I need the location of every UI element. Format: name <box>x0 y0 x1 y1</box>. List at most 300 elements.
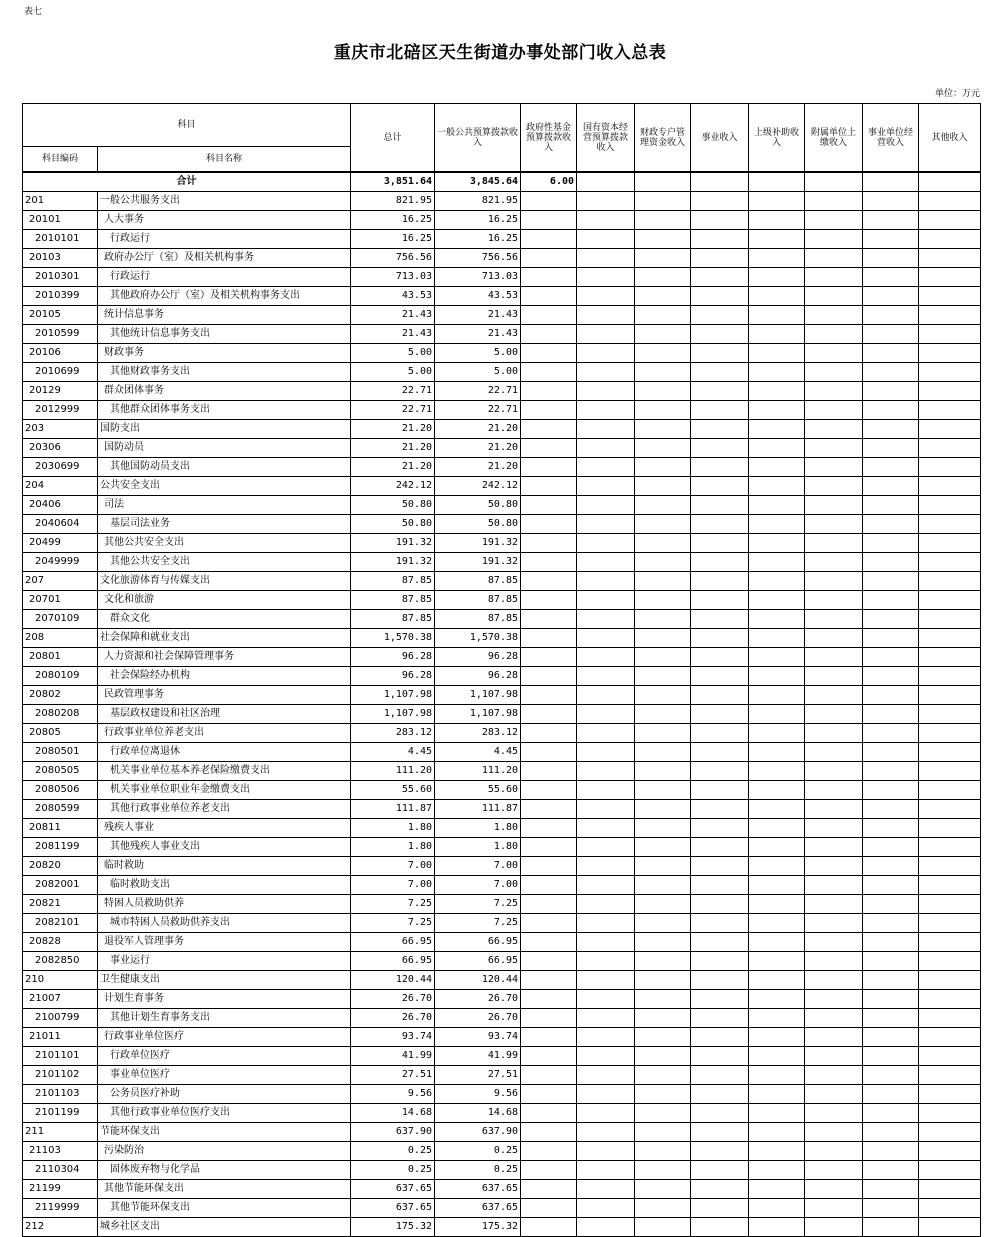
row-empty-cell <box>521 1123 577 1142</box>
row-empty-cell <box>919 629 981 648</box>
row-general-budget: 1.80 <box>435 819 521 838</box>
header-name: 科目名称 <box>98 147 351 173</box>
row-code: 2101103 <box>23 1085 98 1104</box>
table-row <box>23 591 981 610</box>
row-empty-cell <box>577 819 635 838</box>
row-empty-cell <box>805 838 863 857</box>
row-empty-cell <box>749 667 805 686</box>
row-empty-cell <box>577 572 635 591</box>
row-empty-cell <box>805 496 863 515</box>
row-empty-cell <box>577 743 635 762</box>
table-row <box>23 952 981 971</box>
row-empty-cell <box>635 1218 691 1237</box>
row-empty-cell <box>805 800 863 819</box>
row-total: 14.68 <box>351 1104 435 1123</box>
row-total: 821.95 <box>351 192 435 211</box>
row-empty-cell <box>577 762 635 781</box>
row-empty-cell <box>521 686 577 705</box>
row-empty-cell <box>749 1066 805 1085</box>
row-total: 27.51 <box>351 1066 435 1085</box>
row-empty-cell <box>635 1085 691 1104</box>
row-empty-cell <box>521 800 577 819</box>
row-empty-cell <box>635 914 691 933</box>
row-empty-cell <box>749 781 805 800</box>
row-empty-cell <box>691 306 749 325</box>
row-empty-cell <box>805 553 863 572</box>
row-empty-cell <box>749 1104 805 1123</box>
row-empty-cell <box>863 420 919 439</box>
row-name: 临时救助 <box>98 857 351 876</box>
row-empty-cell <box>635 477 691 496</box>
row-code: 20701 <box>23 591 98 610</box>
row-code: 20306 <box>23 439 98 458</box>
row-total: 0.25 <box>351 1142 435 1161</box>
row-empty-cell <box>635 990 691 1009</box>
row-empty-cell <box>635 553 691 572</box>
row-empty-cell <box>919 971 981 990</box>
row-empty-cell <box>863 1218 919 1237</box>
row-empty-cell <box>577 1142 635 1161</box>
row-empty-cell <box>749 458 805 477</box>
row-total: 4.45 <box>351 743 435 762</box>
row-empty-cell <box>805 287 863 306</box>
row-empty-cell <box>805 192 863 211</box>
table-row <box>23 971 981 990</box>
row-code: 212 <box>23 1218 98 1237</box>
row-empty-cell <box>863 971 919 990</box>
row-empty-cell <box>749 1123 805 1142</box>
row-empty-cell <box>919 306 981 325</box>
table-row <box>23 534 981 553</box>
row-general-budget: 637.90 <box>435 1123 521 1142</box>
row-empty-cell <box>805 439 863 458</box>
row-name: 卫生健康支出 <box>98 971 351 990</box>
row-code: 203 <box>23 420 98 439</box>
table-row <box>23 1066 981 1085</box>
row-empty-cell <box>805 971 863 990</box>
table-row <box>23 192 981 211</box>
row-empty-cell <box>863 515 919 534</box>
row-empty-cell <box>919 743 981 762</box>
row-code: 2080109 <box>23 667 98 686</box>
row-code: 2082850 <box>23 952 98 971</box>
row-general-budget: 96.28 <box>435 648 521 667</box>
row-empty-cell <box>521 610 577 629</box>
row-empty-cell <box>863 363 919 382</box>
table-row <box>23 458 981 477</box>
row-empty-cell <box>635 287 691 306</box>
row-empty-cell <box>749 382 805 401</box>
row-general-budget: 14.68 <box>435 1104 521 1123</box>
row-name: 财政事务 <box>98 344 351 363</box>
row-empty-cell <box>919 420 981 439</box>
table-row <box>23 610 981 629</box>
total-general-budget: 3,845.64 <box>435 172 521 192</box>
row-empty-cell <box>635 743 691 762</box>
row-empty-cell <box>749 496 805 515</box>
row-total: 21.43 <box>351 325 435 344</box>
table-row <box>23 1009 981 1028</box>
row-empty-cell <box>691 401 749 420</box>
table-row <box>23 990 981 1009</box>
row-empty-cell <box>863 1047 919 1066</box>
row-empty-cell <box>749 344 805 363</box>
row-name: 其他行政事业单位养老支出 <box>98 800 351 819</box>
row-empty-cell <box>863 762 919 781</box>
row-empty-cell <box>749 648 805 667</box>
row-name: 公共安全支出 <box>98 477 351 496</box>
row-empty-cell <box>691 781 749 800</box>
row-empty-cell <box>863 325 919 344</box>
table-row <box>23 515 981 534</box>
table-row <box>23 648 981 667</box>
header-business: 事业收入 <box>691 104 749 173</box>
row-empty-cell <box>919 496 981 515</box>
row-empty-cell <box>749 971 805 990</box>
row-empty-cell <box>863 876 919 895</box>
row-total: 21.43 <box>351 306 435 325</box>
row-empty-cell <box>691 895 749 914</box>
row-code: 207 <box>23 572 98 591</box>
row-empty-cell <box>805 382 863 401</box>
row-empty-cell <box>691 857 749 876</box>
row-name: 其他财政事务支出 <box>98 363 351 382</box>
row-empty-cell <box>577 610 635 629</box>
row-code: 208 <box>23 629 98 648</box>
row-code: 211 <box>23 1123 98 1142</box>
row-empty-cell <box>577 591 635 610</box>
header-superior-subsidy: 上级补助收入 <box>749 104 805 173</box>
row-general-budget: 87.85 <box>435 572 521 591</box>
row-general-budget: 41.99 <box>435 1047 521 1066</box>
row-empty-cell <box>577 401 635 420</box>
row-empty-cell <box>863 933 919 952</box>
row-general-budget: 21.20 <box>435 458 521 477</box>
row-general-budget: 756.56 <box>435 249 521 268</box>
table-row <box>23 306 981 325</box>
row-empty-cell <box>691 610 749 629</box>
row-empty-cell <box>691 192 749 211</box>
row-empty-cell <box>691 1047 749 1066</box>
row-empty-cell <box>521 933 577 952</box>
row-total: 9.56 <box>351 1085 435 1104</box>
row-name: 行政单位离退休 <box>98 743 351 762</box>
row-empty-cell <box>635 420 691 439</box>
row-total: 21.20 <box>351 439 435 458</box>
row-empty-cell <box>805 1066 863 1085</box>
row-name: 其他计划生育事务支出 <box>98 1009 351 1028</box>
row-empty-cell <box>863 629 919 648</box>
row-empty-cell <box>577 477 635 496</box>
row-empty-cell <box>635 610 691 629</box>
row-empty-cell <box>805 344 863 363</box>
row-total: 93.74 <box>351 1028 435 1047</box>
row-empty-cell <box>919 1104 981 1123</box>
row-total: 7.00 <box>351 857 435 876</box>
row-code: 20821 <box>23 895 98 914</box>
row-empty-cell <box>521 952 577 971</box>
row-empty-cell <box>863 1104 919 1123</box>
row-empty-cell <box>805 857 863 876</box>
row-empty-cell <box>577 553 635 572</box>
row-empty-cell <box>521 325 577 344</box>
row-empty-cell <box>577 230 635 249</box>
row-empty-cell <box>635 686 691 705</box>
row-empty-cell <box>863 192 919 211</box>
row-code: 20828 <box>23 933 98 952</box>
row-empty-cell <box>635 895 691 914</box>
row-total: 7.25 <box>351 914 435 933</box>
row-code: 20499 <box>23 534 98 553</box>
header-operating: 事业单位经营收入 <box>863 104 919 173</box>
row-empty-cell <box>805 743 863 762</box>
row-general-budget: 1,107.98 <box>435 705 521 724</box>
row-name: 群众文化 <box>98 610 351 629</box>
row-name: 城乡社区支出 <box>98 1218 351 1237</box>
row-empty-cell <box>805 1218 863 1237</box>
row-empty-cell <box>635 1066 691 1085</box>
row-code: 2012999 <box>23 401 98 420</box>
row-empty-cell <box>691 952 749 971</box>
row-empty-cell <box>863 705 919 724</box>
row-empty-cell <box>863 591 919 610</box>
table-row <box>23 667 981 686</box>
table-row <box>23 572 981 591</box>
table-row <box>23 1218 981 1237</box>
row-empty-cell <box>691 800 749 819</box>
row-empty-cell <box>521 1085 577 1104</box>
row-empty-cell <box>577 990 635 1009</box>
row-empty-cell <box>863 230 919 249</box>
row-total: 756.56 <box>351 249 435 268</box>
row-empty-cell <box>805 249 863 268</box>
row-empty-cell <box>691 1104 749 1123</box>
row-empty-cell <box>691 1028 749 1047</box>
row-empty-cell <box>805 629 863 648</box>
row-empty-cell <box>635 1161 691 1180</box>
row-general-budget: 111.20 <box>435 762 521 781</box>
row-name: 政府办公厅（室）及相关机构事务 <box>98 249 351 268</box>
row-code: 20129 <box>23 382 98 401</box>
row-empty-cell <box>805 1180 863 1199</box>
row-empty-cell <box>919 1199 981 1218</box>
row-empty-cell <box>577 971 635 990</box>
row-name: 一般公共服务支出 <box>98 192 351 211</box>
row-empty-cell <box>635 781 691 800</box>
row-empty-cell <box>577 211 635 230</box>
row-empty-cell <box>749 1009 805 1028</box>
row-empty-cell <box>919 648 981 667</box>
row-empty-cell <box>577 325 635 344</box>
row-empty-cell <box>805 1009 863 1028</box>
row-empty-cell <box>635 439 691 458</box>
row-empty-cell <box>521 990 577 1009</box>
header-gov-fund: 政府性基金预算拨款收入 <box>521 104 577 173</box>
row-empty-cell <box>521 895 577 914</box>
row-empty-cell <box>863 572 919 591</box>
row-empty-cell <box>805 1085 863 1104</box>
total-empty-cell <box>863 172 919 192</box>
row-empty-cell <box>577 1009 635 1028</box>
row-total: 16.25 <box>351 211 435 230</box>
row-code: 2101101 <box>23 1047 98 1066</box>
row-empty-cell <box>521 876 577 895</box>
table-row <box>23 230 981 249</box>
row-empty-cell <box>635 971 691 990</box>
row-name: 临时救助支出 <box>98 876 351 895</box>
row-empty-cell <box>577 667 635 686</box>
row-empty-cell <box>749 876 805 895</box>
row-empty-cell <box>577 629 635 648</box>
row-empty-cell <box>749 895 805 914</box>
row-empty-cell <box>635 401 691 420</box>
row-empty-cell <box>577 534 635 553</box>
row-general-budget: 55.60 <box>435 781 521 800</box>
row-general-budget: 26.70 <box>435 990 521 1009</box>
table-row <box>23 401 981 420</box>
row-empty-cell <box>863 781 919 800</box>
row-empty-cell <box>919 1085 981 1104</box>
row-empty-cell <box>919 933 981 952</box>
row-empty-cell <box>805 667 863 686</box>
row-empty-cell <box>919 211 981 230</box>
row-name: 人力资源和社会保障管理事务 <box>98 648 351 667</box>
row-empty-cell <box>749 762 805 781</box>
row-empty-cell <box>691 534 749 553</box>
table-row <box>23 477 981 496</box>
total-empty-cell <box>805 172 863 192</box>
row-empty-cell <box>805 1047 863 1066</box>
row-empty-cell <box>863 268 919 287</box>
row-name: 社会保障和就业支出 <box>98 629 351 648</box>
row-code: 2119999 <box>23 1199 98 1218</box>
row-total: 111.87 <box>351 800 435 819</box>
table-row <box>23 781 981 800</box>
table-row <box>23 420 981 439</box>
row-general-budget: 16.25 <box>435 211 521 230</box>
row-empty-cell <box>919 1142 981 1161</box>
row-code: 2082101 <box>23 914 98 933</box>
row-empty-cell <box>691 572 749 591</box>
table-row <box>23 705 981 724</box>
row-name: 行政事业单位养老支出 <box>98 724 351 743</box>
row-empty-cell <box>635 515 691 534</box>
row-empty-cell <box>635 458 691 477</box>
row-empty-cell <box>577 686 635 705</box>
row-empty-cell <box>635 1047 691 1066</box>
row-empty-cell <box>863 1028 919 1047</box>
row-name: 其他群众团体事务支出 <box>98 401 351 420</box>
row-empty-cell <box>691 591 749 610</box>
row-name: 其他国防动员支出 <box>98 458 351 477</box>
table-row <box>23 1047 981 1066</box>
row-code: 20105 <box>23 306 98 325</box>
row-empty-cell <box>635 800 691 819</box>
row-empty-cell <box>691 515 749 534</box>
row-general-budget: 5.00 <box>435 363 521 382</box>
row-general-budget: 21.43 <box>435 306 521 325</box>
row-empty-cell <box>863 211 919 230</box>
row-code: 21199 <box>23 1180 98 1199</box>
row-empty-cell <box>521 705 577 724</box>
row-empty-cell <box>805 230 863 249</box>
row-name: 其他公共安全支出 <box>98 553 351 572</box>
row-empty-cell <box>691 230 749 249</box>
table-row <box>23 439 981 458</box>
row-total: 26.70 <box>351 990 435 1009</box>
row-empty-cell <box>635 534 691 553</box>
table-row <box>23 363 981 382</box>
row-empty-cell <box>635 838 691 857</box>
row-empty-cell <box>749 401 805 420</box>
row-general-budget: 1.80 <box>435 838 521 857</box>
row-general-budget: 16.25 <box>435 230 521 249</box>
row-empty-cell <box>749 1180 805 1199</box>
row-empty-cell <box>863 648 919 667</box>
row-code: 21011 <box>23 1028 98 1047</box>
row-empty-cell <box>691 876 749 895</box>
row-total: 713.03 <box>351 268 435 287</box>
row-total: 16.25 <box>351 230 435 249</box>
row-empty-cell <box>863 610 919 629</box>
table-row <box>23 1085 981 1104</box>
row-name: 其他统计信息事务支出 <box>98 325 351 344</box>
row-empty-cell <box>805 819 863 838</box>
row-empty-cell <box>919 325 981 344</box>
row-empty-cell <box>863 1161 919 1180</box>
header-other: 其他收入 <box>919 104 981 173</box>
total-empty-cell <box>749 172 805 192</box>
row-empty-cell <box>919 515 981 534</box>
row-name: 行政单位医疗 <box>98 1047 351 1066</box>
row-code: 2082001 <box>23 876 98 895</box>
row-empty-cell <box>749 629 805 648</box>
row-name: 节能环保支出 <box>98 1123 351 1142</box>
row-general-budget: 27.51 <box>435 1066 521 1085</box>
row-empty-cell <box>863 800 919 819</box>
row-empty-cell <box>635 192 691 211</box>
row-empty-cell <box>919 819 981 838</box>
row-empty-cell <box>863 1123 919 1142</box>
row-empty-cell <box>863 990 919 1009</box>
row-general-budget: 191.32 <box>435 553 521 572</box>
row-total: 175.32 <box>351 1218 435 1237</box>
row-empty-cell <box>919 249 981 268</box>
row-empty-cell <box>635 1199 691 1218</box>
row-empty-cell <box>635 629 691 648</box>
table-row <box>23 1199 981 1218</box>
row-empty-cell <box>863 534 919 553</box>
row-empty-cell <box>749 1028 805 1047</box>
row-empty-cell <box>919 667 981 686</box>
row-general-budget: 0.25 <box>435 1161 521 1180</box>
row-empty-cell <box>691 629 749 648</box>
row-empty-cell <box>919 534 981 553</box>
table-row <box>23 895 981 914</box>
row-empty-cell <box>521 249 577 268</box>
row-empty-cell <box>749 1199 805 1218</box>
row-empty-cell <box>919 553 981 572</box>
row-name: 其他节能环保支出 <box>98 1180 351 1199</box>
row-empty-cell <box>691 648 749 667</box>
row-empty-cell <box>635 762 691 781</box>
row-empty-cell <box>919 439 981 458</box>
row-empty-cell <box>521 306 577 325</box>
row-general-budget: 637.65 <box>435 1180 521 1199</box>
total-empty-cell <box>577 172 635 192</box>
row-empty-cell <box>919 914 981 933</box>
row-empty-cell <box>863 686 919 705</box>
